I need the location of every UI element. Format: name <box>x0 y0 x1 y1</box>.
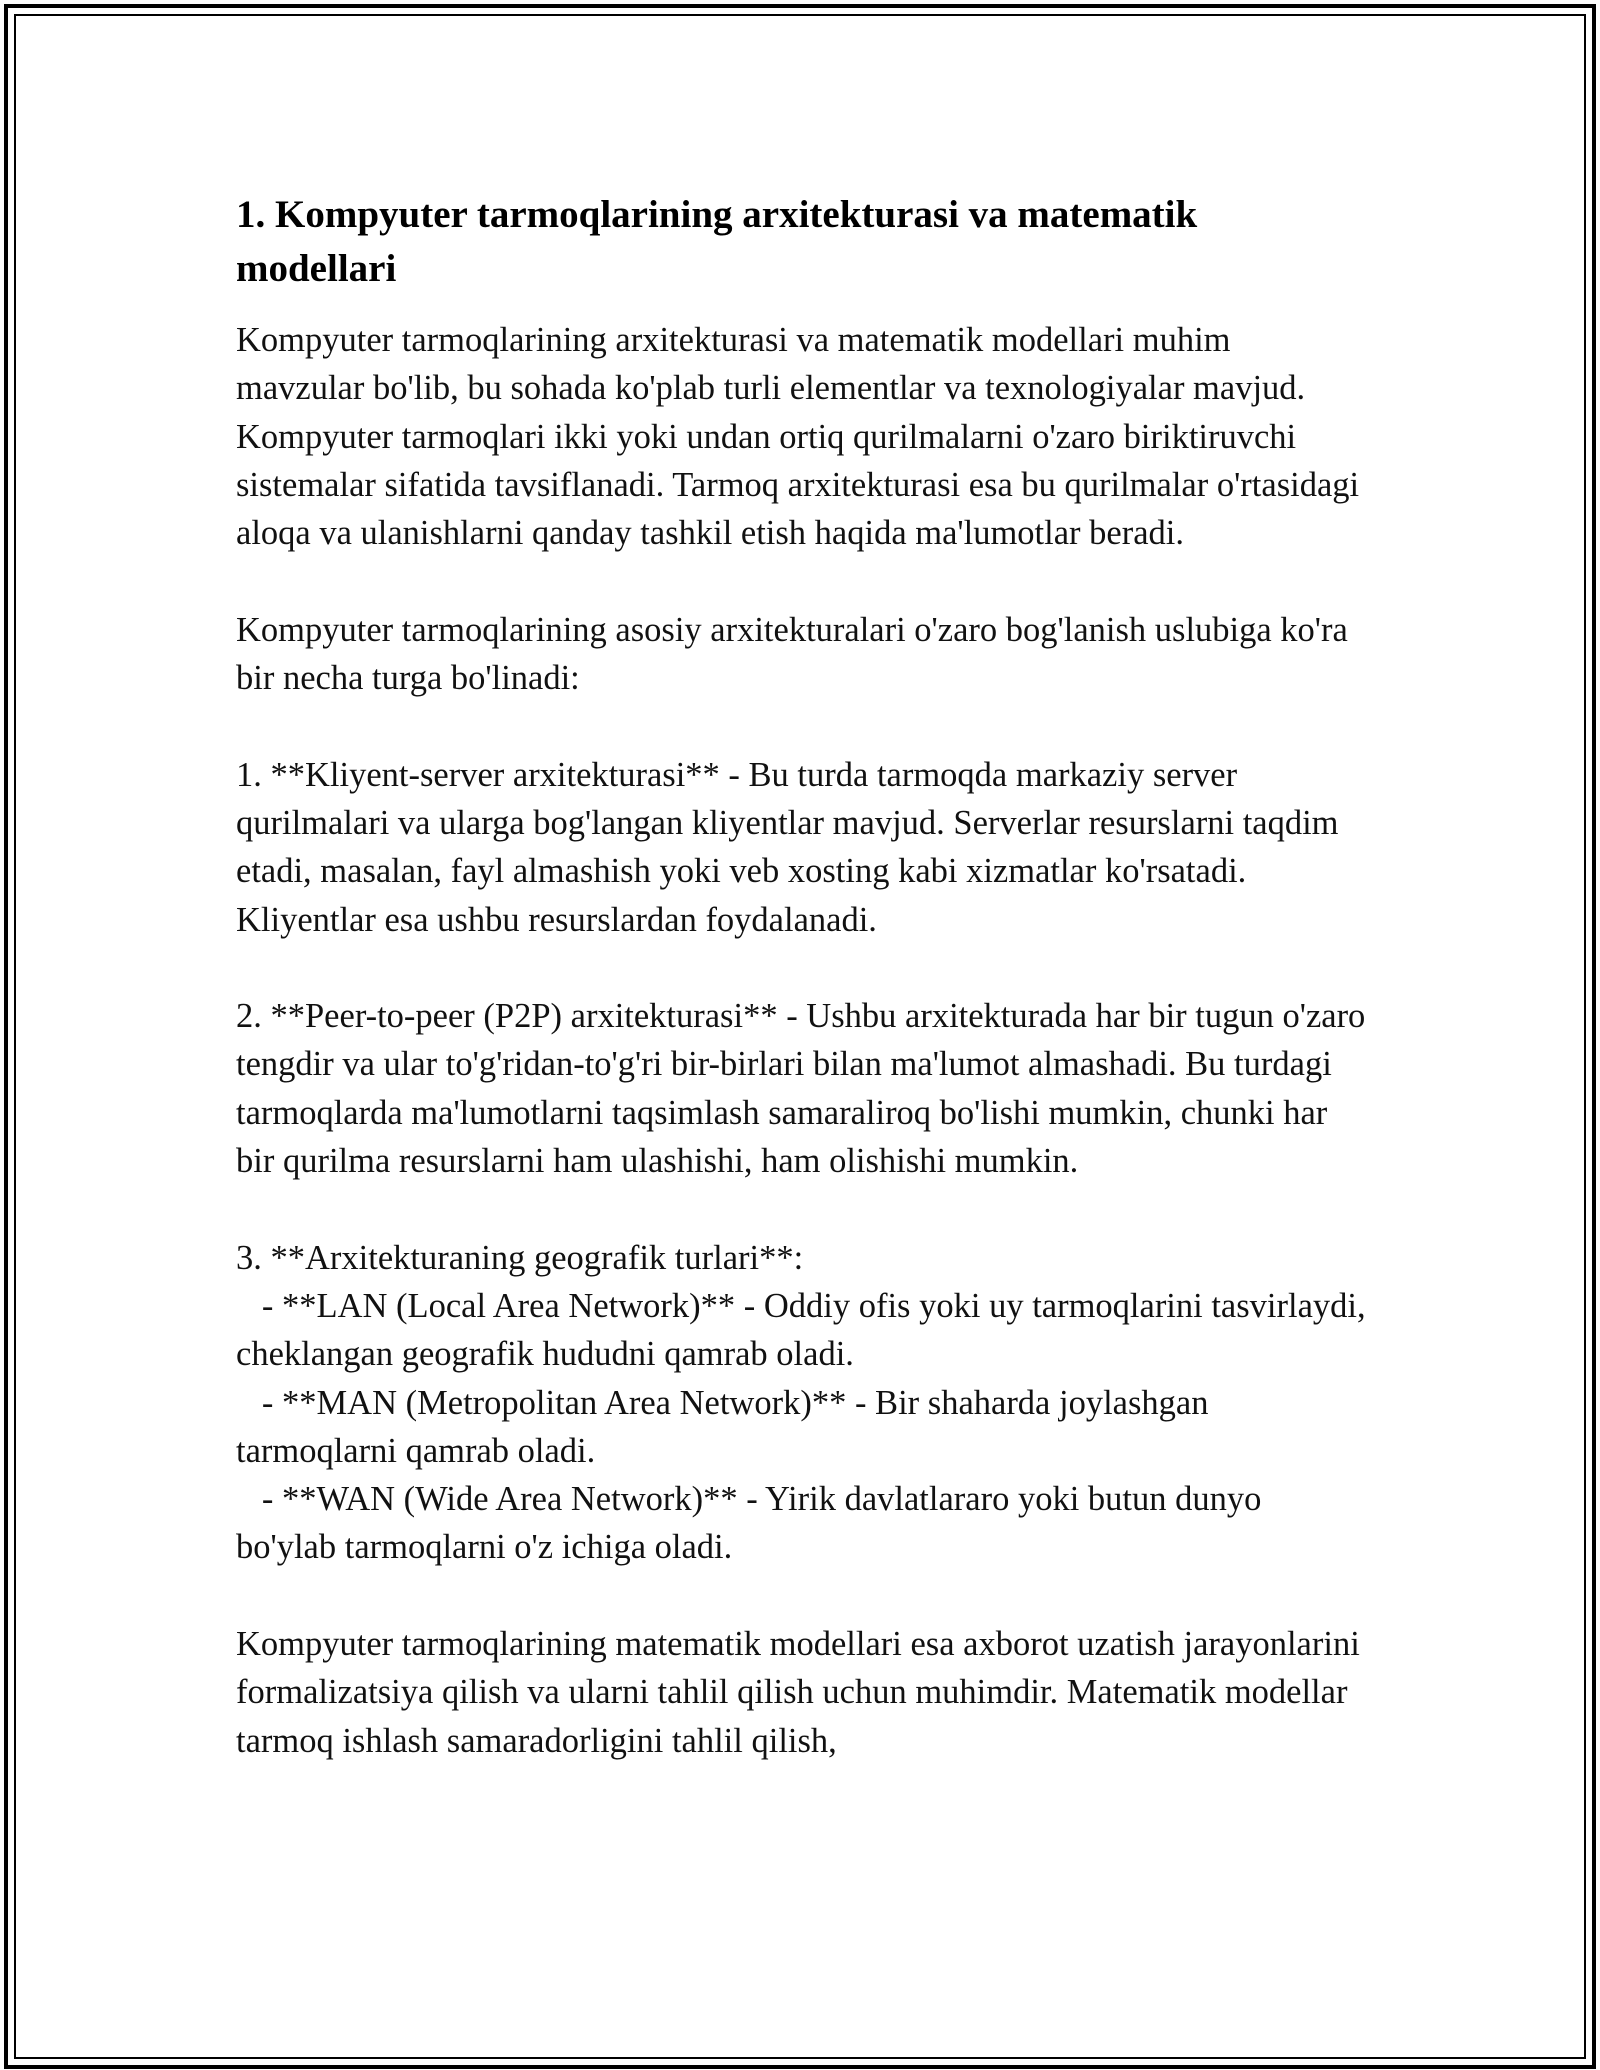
paragraph-spacer <box>236 557 1366 605</box>
document-body <box>236 188 1374 1765</box>
section-title: 1. Kompyuter tarmoqlarining arxitekturasi va matematik modellari <box>236 193 1198 290</box>
list-item-peer-to-peer: 2. **Peer-to-peer (P2P) arxitekturasi** - Ushbu arxitekturada har bir tugun o'zaro tengdir va ular to'g'ridan-to'g'ri bir-birlari bilan ma'lumot almashadi. Bu turdagi tarmoqlarda ma'lumotlarni taqsimlash samaraliroq bo'lishi mumkin, chunki har bir qurilma resurslarni ham ulashishi, ham olishishi mumkin. <box>236 997 1374 1181</box>
paragraph-intro: Kompyuter tarmoqlarining arxitekturasi va matematik modellari muhim mavzular bo'lib, bu sohada ko'plab turli elementlar va texnologiyalar mavjud. Kompyuter tarmoqlari ikki yoki undan ortiq qurilmalarni o'zaro biriktiruvchi sistemalar sifatida tavsiflanadi. Tarmoq arxitekturasi esa bu qurilmalar o'rtasidagi aloqa va ulanishlarni qanday tashkil etish haqida ma'lumotlar beradi. <box>236 321 1368 553</box>
list-item-client-server: 1. **Kliyent-server arxitekturasi** - Bu turda tarmoqda markaziy server qurilmalari va ularga bog'langan kliyentlar mavjud. Serverlar resurslarni taqdim etadi, masalan, fayl almashish yoki veb xosting kabi xizmatlar ko'rsatadi. Kliyentlar esa ushbu resurslardan foydalanadi. <box>236 755 1348 939</box>
paragraph-spacer <box>236 1185 1366 1233</box>
list-item-geographic-types: 3. **Arxitekturaning geografik turlari**: - **LAN (Local Area Network)** - Oddiy ofis yoki uy tarmoqlarini tasvirlaydi, cheklangan geografik hududni qamrab oladi. - **MAN (Metropolitan Area Network)** - Bir shaharda joylashgan tarmoqlarni qamrab oladi. - **WAN (Wide Area Network)** - Yirik davlatlararo yoki butun dunyo bo'ylab tarmoqlarni o'z ichiga oladi. <box>236 1238 1366 1567</box>
paragraph-spacer <box>236 702 1366 750</box>
paragraph-math-models: Kompyuter tarmoqlarining matematik modellari esa axborot uzatish jarayonlarini formalizatsiya qilish va ularni tahlil qilish uchun muhimdir. Matematik modellar tarmoq ishlash samaradorligini tahlil qilish, <box>236 1625 1369 1760</box>
paragraph-spacer <box>236 1572 1366 1620</box>
paragraph-spacer <box>236 944 1366 992</box>
paragraph-architecture-types: Kompyuter tarmoqlarining asosiy arxitekturalari o'zaro bog'lanish uslubiga ko'ra bir necha turga bo'linadi: <box>236 610 1357 698</box>
